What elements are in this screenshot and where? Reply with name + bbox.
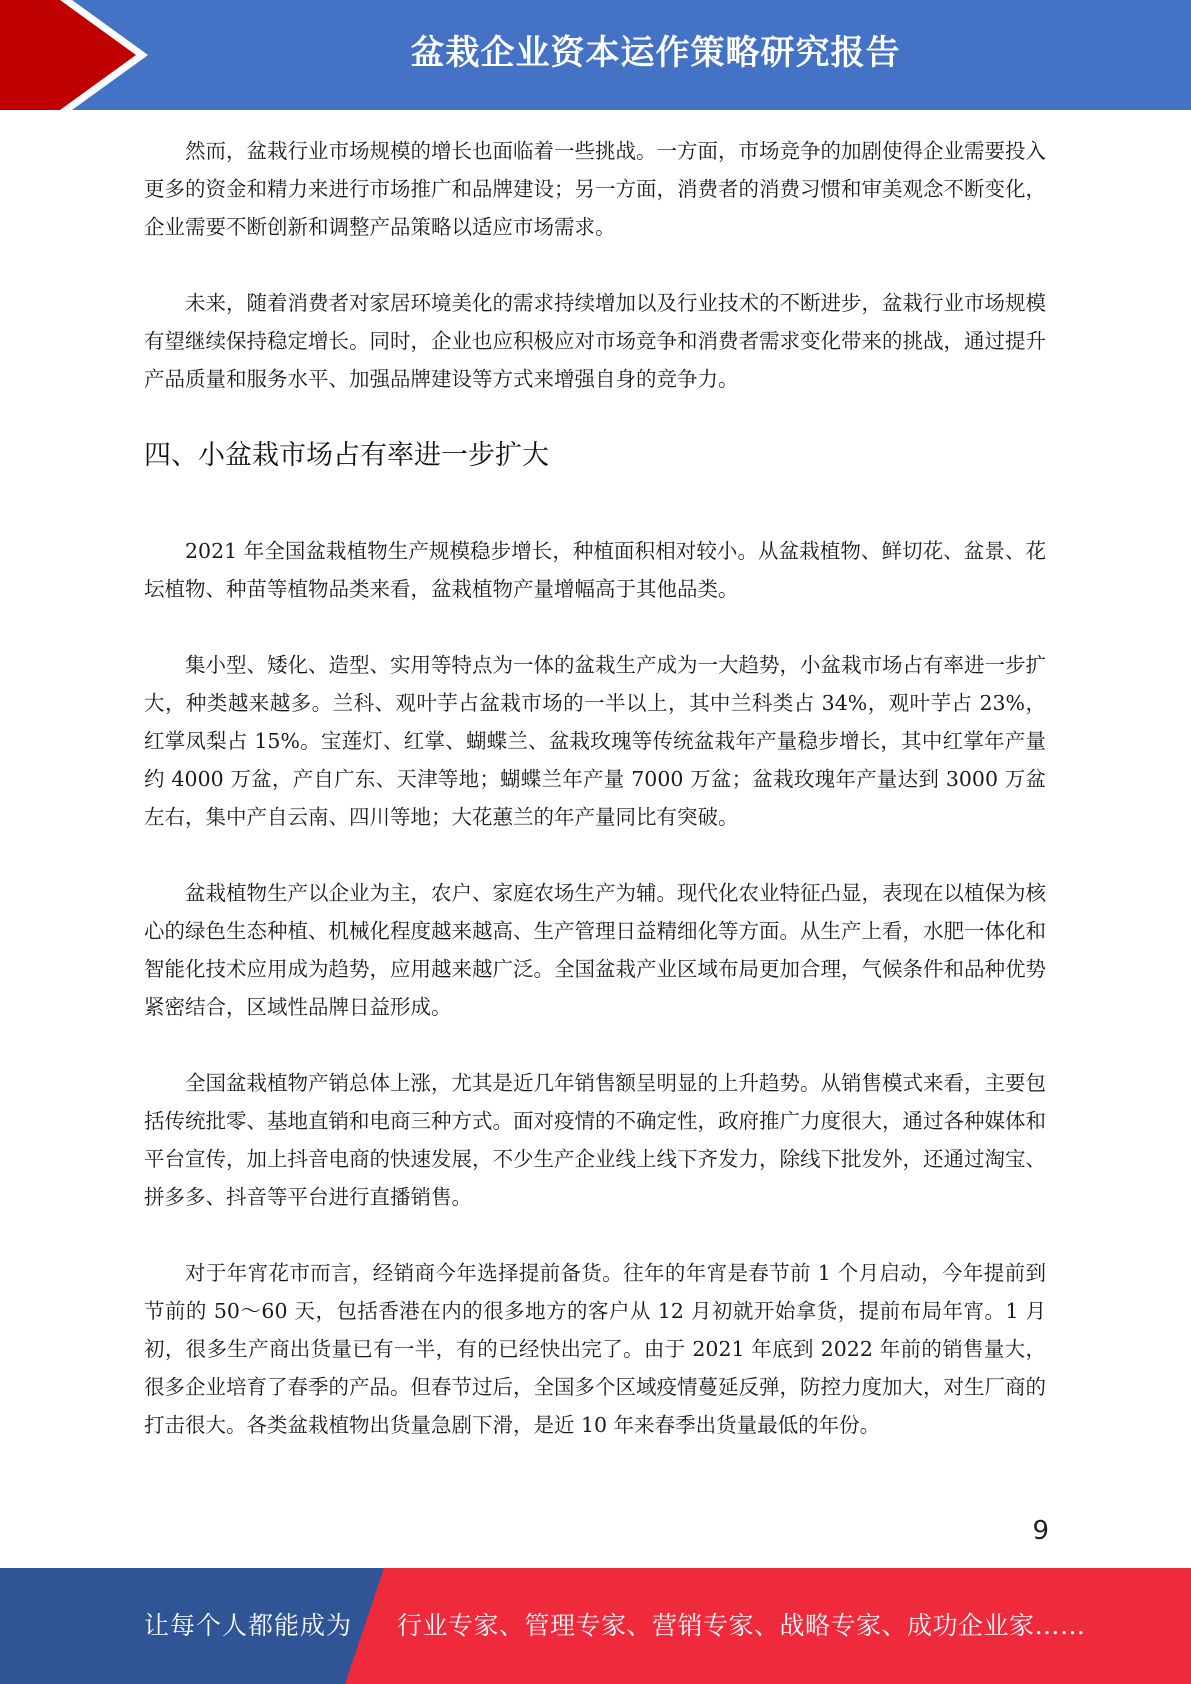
- paragraph: 对于年宵花市而言，经销商今年选择提前备货。往年的年宵是春节前 1 个月启动，今年提前到节前的 50～60 天，包括香港在内的很多地方的客户从 12 月初就开始拿货，提前布局年宵。1 月初，很多生产商出货量已有一半，有的已经快出完了。由于 2021 年底到 2022 年前的销售量大，很多企业培育了春季的产品。但春节过后，全国多个区域疫情蔓延反弹，防控力度加大，对生厂商的打击很大。各类盆栽植物出货量急剧下滑，是近 10 年来春季出货量最低的年份。: [144, 1261, 1046, 1437]
- paragraph: 全国盆栽植物产销总体上涨，尤其是近几年销售额呈明显的上升趋势。从销售模式来看，主要包括传统批零、基地直销和电商三种方式。面对疫情的不确定性，政府推广力度很大，通过各种媒体和平台宣传，加上抖音电商的快速发展，不少生产企业线上线下齐发力，除线下批发外，还通过淘宝、拼多多、抖音等平台进行直播销售。: [144, 1071, 1046, 1209]
- page-number: 9: [1032, 1516, 1049, 1546]
- footer-slogan-right: 行业专家、管理专家、营销专家、战略专家、成功企业家……: [397, 1611, 1086, 1640]
- paragraph: 盆栽植物生产以企业为主，农户、家庭农场生产为辅。现代化农业特征凸显，表现在以植保为核心的绿色生态种植、机械化程度越来越高、生产管理日益精细化等方面。从生产上看，水肥一体化和智能化技术应用成为趋势，应用越来越广泛。全国盆栽产业区域布局更加合理，气候条件和品种优势紧密结合，区域性品牌日益形成。: [144, 881, 1046, 1019]
- paragraph: 集小型、矮化、造型、实用等特点为一体的盆栽生产成为一大趋势，小盆栽市场占有率进一步扩大，种类越来越多。兰科、观叶芋占盆栽市场的一半以上，其中兰科类占 34%，观叶芋占 23%，红掌凤梨占 15%。宝莲灯、红掌、蝴蝶兰、盆栽玫瑰等传统盆栽年产量稳步增长，其中红掌年产量约 4000 万盆，产自广东、天津等地；蝴蝶兰年产量 7000 万盆；盆栽玫瑰年产量达到 3000 万盆左右，集中产自云南、四川等地；大花蕙兰的年产量同比有突破。: [144, 653, 1046, 829]
- paragraph: 2021 年全国盆栽植物生产规模稳步增长，种植面积相对较小。从盆栽植物、鲜切花、盆景、花坛植物、种苗等植物品类来看，盆栽植物产量增幅高于其他品类。: [144, 539, 1046, 601]
- document-title: 盆栽企业资本运作策略研究报告: [410, 33, 901, 73]
- paragraph: 未来，随着消费者对家居环境美化的需求持续增加以及行业技术的不断进步，盆栽行业市场规模有望继续保持稳定增长。同时，企业也应积极应对市场竞争和消费者需求变化带来的挑战，通过提升产品质量和服务水平、加强品牌建设等方式来增强自身的竞争力。: [144, 291, 1046, 391]
- paragraph: 然而，盆栽行业市场规模的增长也面临着一些挑战。一方面，市场竞争的加剧使得企业需要投入更多的资金和精力来进行市场推广和品牌建设；另一方面，消费者的消费习惯和审美观念不断变化，企业需要不断创新和调整产品策略以适应市场需求。: [144, 139, 1046, 239]
- footer-slogan-left: 让每个人都能成为: [144, 1611, 353, 1640]
- header-arrow-decoration: [0, 0, 160, 110]
- page-header: [0, 0, 1191, 110]
- page-footer: [0, 1568, 1191, 1684]
- section-heading: 四、小盆栽市场占有率进一步扩大: [144, 440, 549, 471]
- main-content: [144, 132, 1046, 1482]
